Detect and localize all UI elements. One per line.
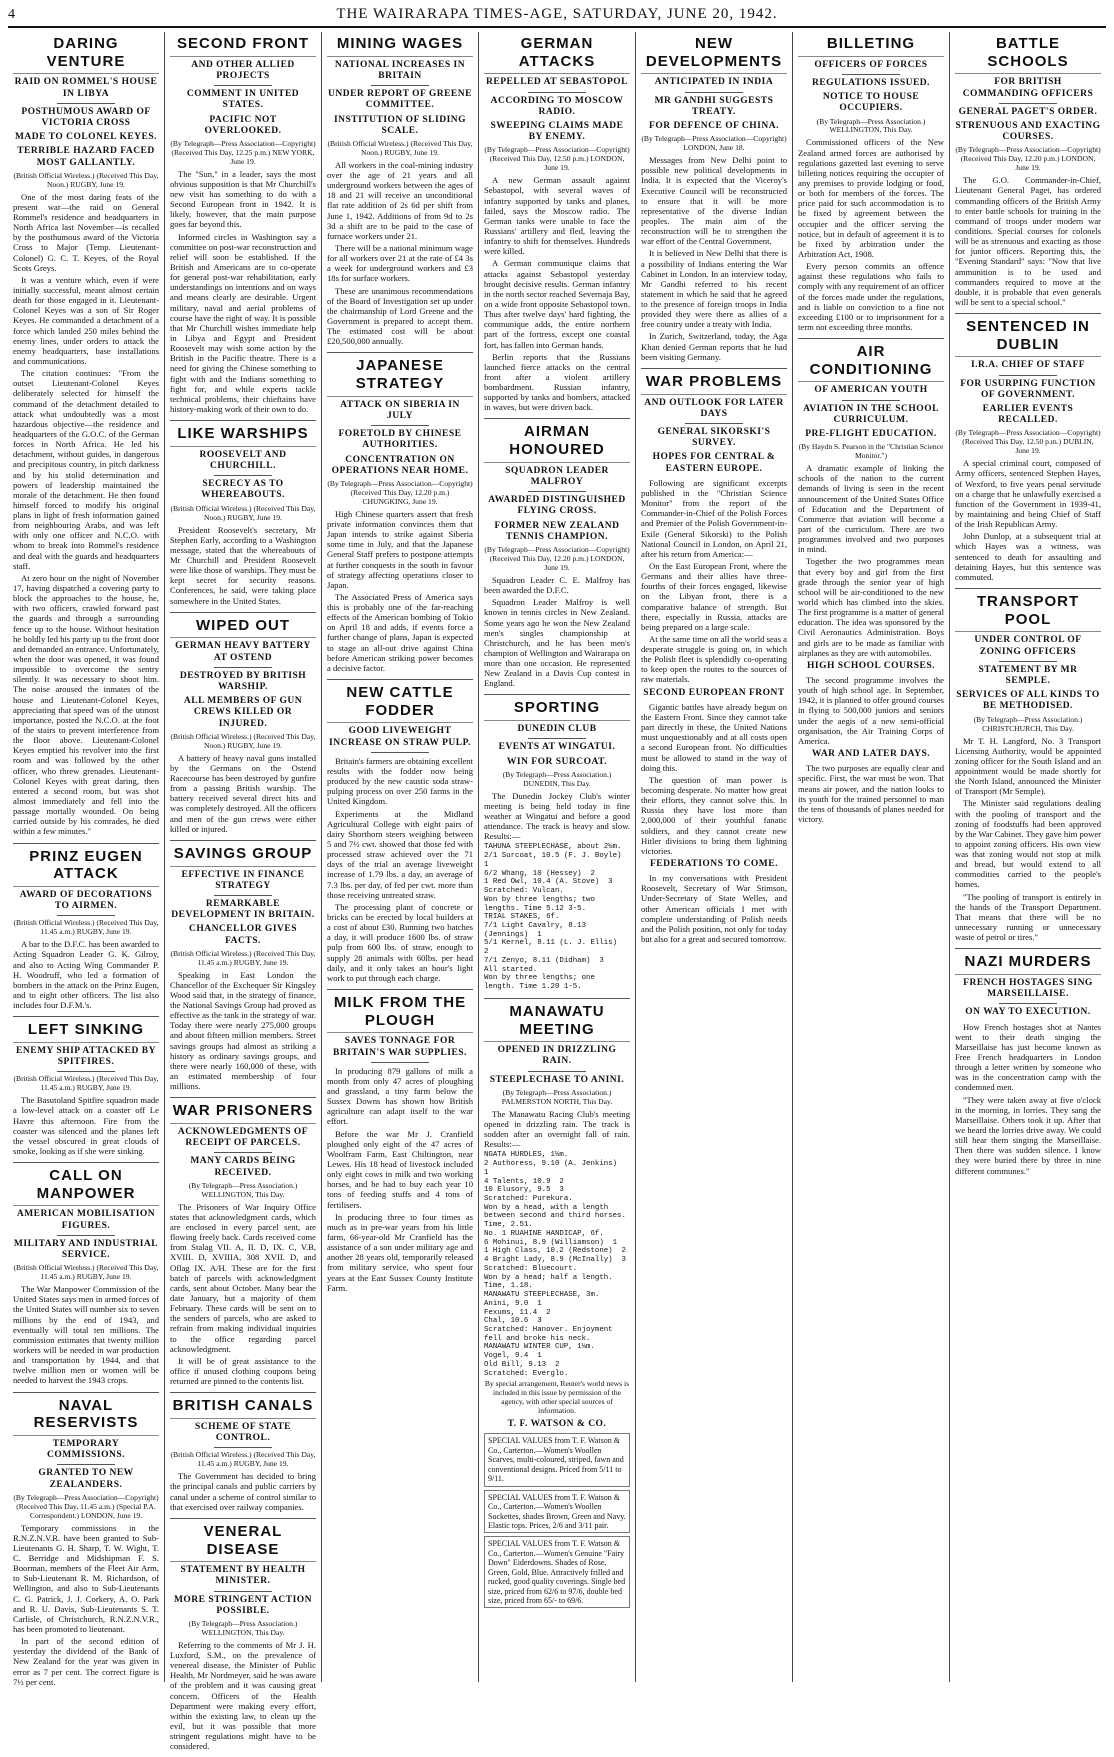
- article-headline: SPORTING: [484, 699, 630, 721]
- article-subheading: MR GANDHI SUGGESTS TREATY.: [654, 95, 774, 117]
- article-headline: GERMAN ATTACKS: [484, 35, 630, 74]
- article-paragraph: The second programme involves the youth of high school age. In September, 1942, it is planned to offer ground courses in flying to 500,000 juniors and seniors under the aegis of a new semi-official organisation, the Air Training Corps of America.: [798, 675, 944, 746]
- article: [327, 684, 473, 990]
- article-paragraph: Before the war Mr J. Cranfield ploughed only eight of the 47 acres of Woolfram Farm, East Chiltington, near Lewes. His 18 head of livestock included only eight cows in milk and two working horses, and he had to buy each year 10 tons of feeding stuffs and 4 tons of fertilisers.: [327, 1128, 473, 1210]
- article-headline: WAR PRISONERS: [170, 1102, 316, 1124]
- article-paragraph: In producing three to four times as much as in pre-war years from his little farm, 66-year-old Mr Cranfield has the assistance of a son under military age and another 28 years old, temporarily released from military service, who spent four years at the East Sussex County Institute Farm.: [327, 1211, 473, 1293]
- dateline: (By Telegraph—Press Association—Copyright) (Received This Day, 12.25 p.m.) NEW YORK, June 19.: [170, 138, 316, 166]
- article-headline: LEFT SINKING: [13, 1021, 159, 1043]
- article-subheading: POSTHUMOUS AWARD OF VICTORIA CROSS: [21, 106, 151, 128]
- article: [170, 845, 316, 1099]
- article-paragraph: The Dunedin Jockey Club's winter meeting is being held today in fine weather at Wingatui and before a good attendance. The track is heavy and slow. Results:—: [484, 790, 630, 842]
- article: [955, 35, 1101, 314]
- article-headline: AIR CONDITIONING: [798, 343, 944, 382]
- article-subheading: DUNEDIN CLUB: [517, 724, 597, 735]
- article-headline: MANAWATU MEETING: [484, 1003, 630, 1042]
- article-headline: VENERAL DISEASE: [170, 1523, 316, 1562]
- article-subheading: SQUADRON LEADER MALFROY: [505, 465, 609, 488]
- columns: [8, 32, 1106, 1752]
- article-paragraph: The citation continues: "From the outset Lieutenant-Colonel Keyes deliberately selected for himself the command of the detachment detailed to attack what undoubtedly was a most hazardous objective—the residence and headquarters of the G.O.C. of the German forces in North Africa. He led his detachment, without guides, in dangerous and precipitous country, in pitch darkness and by his stolid determination and powers of leadership maintained the morale of the detachment. He then found himself forced to modify his original plans in light of fresh information gained from neighbouring Arabs, and was left with only one officer and N.C.O. with whom to break into Rommel's residence and deal with the guards and headquarters staff.: [13, 368, 159, 571]
- article: [170, 425, 316, 613]
- article-paragraph: In part of the second edition of yesterday the dividend of the Bank of New Zealand for the year was given in error as 7 per cent. The correct figure is 7½ per cent.: [13, 1636, 159, 1687]
- advertisement: SPECIAL VALUES from T. F. Watson & Co., Carterton.—Women's Woollen Scarves, multi-coloured, striped, fawn and conventional designs. Priced from 5/11 to 9/11.: [484, 1433, 630, 1486]
- article-subheading: FORMER NEW ZEALAND TENNIS CHAMPION.: [494, 520, 620, 542]
- article-paragraph: In my conversations with President Roosevelt, Secretary of War Stimson, Under-Secretary of State Welles, and other American officials I met with complete understanding of Polish needs and the Polish position, not only for today but also for a great and secured tomorrow.: [641, 873, 787, 944]
- column-6: [793, 32, 950, 1682]
- article-subheading: NOTICE TO HOUSE OCCUPIERS.: [822, 92, 920, 114]
- article-headline: MINING WAGES: [327, 35, 473, 57]
- article: [170, 1397, 316, 1519]
- article-paragraph: "They were taken away at five o'clock in the morning, in lorries. They sang the Marseillaise. Others took it up. After that we heard the lorries drive away. We could still hear them singing the Marseillaise. Then there was sudden silence. I know they were buried there by three in nine different communes.": [955, 1094, 1101, 1176]
- article-paragraph: High Chinese quarters assert that fresh private information convinces them that Japan intends to strike against Siberia some time in July, and that the Japanese General Staff prefers to postpone attempts at further conquests in the south in favour of strategy affecting operations closer to Japan.: [327, 508, 473, 590]
- advertiser-name: T. F. WATSON & CO.: [507, 1419, 607, 1430]
- article-headline: SAVINGS GROUP: [170, 845, 316, 867]
- article: [484, 1003, 630, 1616]
- article-subheading: SWEEPING CLAIMS MADE BY ENEMY.: [490, 120, 624, 143]
- article-paragraph: A battery of heavy naval guns installed by the Germans on the Ostend Racecourse has been destroyed by gunfire from a passing British warship. The battery received several direct hits and was completely destroyed. All the officers and men of the gun crews were either killed or injured.: [170, 752, 316, 834]
- article-subheading: CHANCELLOR GIVES FACTS.: [188, 924, 298, 946]
- article-subheading: SERVICES OF ALL KINDS TO BE METHODISED.: [956, 690, 1100, 712]
- article: [170, 1523, 316, 1757]
- article-headline: WAR PROBLEMS: [641, 373, 787, 395]
- article: [798, 343, 944, 830]
- article-paragraph: The processing plant of concrete or bricks can be erected by local builders at a cost of about £30. Running two batches a day, it will produce 1600 lbs. of straw pulp from 600 lbs. of straw, enough to supply 28 animals with 60lbs. per head daily, and it only takes an hour's light work to put through each charge.: [327, 901, 473, 983]
- article-subheading: SCHEME OF STATE CONTROL.: [194, 1421, 291, 1444]
- article-headline: TRANSPORT POOL: [955, 593, 1101, 632]
- article-paragraph: On the East European Front, where the Germans and their allies have three-fourths of their forces engaged, likewise on the Libyan front, there is a comparative balance of strength. But there, especially in Russia, attacks are being prepared on a large scale.: [641, 560, 787, 632]
- article-paragraph: "The pooling of transport is entirely in the hands of the Transport Department. That means that there will be no unnecessary running or unnecessary waste of petrol or tires.": [955, 891, 1101, 943]
- article-subheading: INSTITUTION OF SLIDING SCALE.: [333, 114, 467, 136]
- article-subheading: GERMAN HEAVY BATTERY AT OSTEND: [175, 641, 311, 663]
- column-1: [8, 32, 165, 1687]
- article-subheading: ALL MEMBERS OF GUN CREWS KILLED OR INJURED.: [183, 696, 303, 729]
- article-headline: SECOND FRONT: [170, 35, 316, 57]
- article: [13, 1397, 159, 1693]
- article-subheading: STEEPLECHASE TO ANINI.: [489, 1074, 625, 1085]
- article-paragraph: At the same time on all the world seas a desperate struggle is going on, in which the Polish fleet is splendidly co-operating to keep open the routes to the sources of raw materials.: [641, 633, 787, 685]
- article-headline: MILK FROM THE PLOUGH: [327, 994, 473, 1033]
- article: [955, 953, 1101, 1181]
- article-subheading: AWARDED DISTINGUISHED FLYING CROSS.: [488, 495, 626, 517]
- article-subheading: SECRECY AS TO WHEREABOUTS.: [201, 479, 285, 501]
- article-subheading: AND OUTLOOK FOR LATER DAYS: [644, 397, 784, 419]
- article-subheading: EVENTS AT WINGATUI.: [498, 742, 616, 753]
- dateline: (British Official Wireless.) (Received This Day, 11.45 a.m.) RUGBY, June 19.: [13, 1263, 159, 1282]
- article-subheading: FORETOLD BY CHINESE AUTHORITIES.: [338, 429, 462, 451]
- dateline: (British Official Wireless.) (Received This Day, Noon.) RUGBY, June 19.: [170, 731, 316, 750]
- article-paragraph: Temporary commissions in the R.N.Z.N.V.R. have been granted to Sub-Lieutenants G. H. Sharp, T. W. Wight, T. C. Berridge and Midshipman F. S. Boorman, members of the Fleet Air Arm, to Sub-Lieutenant R. M. Richardson, of Wellington, and also to Sub-Lieutenants C. G. Patrick, J. J. Corkery, A. O. Park and R. U. Davis, Sub-Lieutenants S. T. Carlisle, of Christchurch, R.N.Z.N.V.R., has been promoted to lieutenant.: [13, 1522, 159, 1635]
- article-paragraph: Informed circles in Washington say a committee on post-war reconstruction and relief will soon be established. If the British and Americans are to co-operate for general post-war rehabilitation, early understandings on intentions and on ways and means clearly are desirable. Urgent military, naval and aerial problems of course have the right of way. It is possible that Mr Churchill wishes immediate help in Libya and Egypt and President Roosevelt may wish some action by the British in the Pacific theatre. There is a need for giving the Chinese something to fight with and the Indians something to fight for, and while experts tackle technical problems, their chieftains have history-making work of their own to do.: [170, 231, 316, 414]
- dateline: (By Telegraph—Press Association—Copyright) (Received This Day, 12.20 p.m.) LONDON, June 19.: [955, 145, 1101, 173]
- dateline: (British Official Wireless.) (Received This Day, 11.45 a.m.) RUGBY, June 19.: [13, 918, 159, 937]
- article-paragraph: The Government has decided to bring the principal canals and public carriers by canal under a scheme of control similar to that exercised over railway companies.: [170, 1471, 316, 1512]
- article-headline: NAVAL RESERVISTS: [13, 1397, 159, 1436]
- dateline: (By Telegraph—Press Association.) CHRISTCHURCH, This Day.: [973, 714, 1083, 733]
- article-subheading: FOR USURPING FUNCTION OF GOVERNMENT.: [960, 378, 1096, 400]
- advertisement: SPECIAL VALUES from T. F. Watson & Co., Carterton.—Women's Woollen Sockettes, shades Brown, Green and Navy. Elastic tops. Prices, 2/6 and 3/11 pair.: [484, 1490, 630, 1534]
- article-headline: BILLETING: [798, 35, 944, 57]
- article-subheading: REMARKABLE DEVELOPMENT IN BRITAIN.: [171, 898, 315, 921]
- race-results: NGATA HURDLES, 1½m. 2 Authoress, 9.10 (A. Jenkins) 1 4 Talents, 10.9 2 10 Elusory, 9.5 3 Scratched: Purekura. Won by a head, with a length between second and third horses. Time, 2.51. No. 1 RUAHINE HANDICAP, 6f. 6 Mohinui, 8.9 (Williamson) 1 1 High Class, 10.2 (Redstone) 2 4 Bright Lady, 8.9 (McInally) 3 Scratched: Bluecourt. Won by a head; half a length. Time, 1.18. MANAWATU STEEPLECHASE, 3m. Anini, 9.0 1 Fexums, 11.4 2 Chal, 10.6 3 Scratched: Hanover. Enjoyment fell and broke his neck. MANAWATU WINTER CUP, 1¼m. Vogel, 9.4 1 Old Bill, 9.13 2 Scratched: Everglo.: [484, 1151, 626, 1378]
- column-5: [636, 32, 793, 1682]
- article-headline: DARING VENTURE: [13, 35, 159, 74]
- article: [13, 1021, 159, 1163]
- article-subheading: MILITARY AND INDUSTRIAL SERVICE.: [13, 1238, 159, 1261]
- column-2: [165, 32, 322, 1752]
- article-paragraph: A bar to the D.F.C. has been awarded to Acting Squadron Leader G. K. Gilroy, and also to Acting Wing Commander P. H. Woodruff, who led a formation of bombers in the attack on the Prinz Eugen, and to eight other officers. The list also includes four D.F.M.'s.: [13, 939, 159, 1011]
- article: [327, 994, 473, 1299]
- article-subheading: CONCENTRATION ON OPERATIONS NEAR HOME.: [331, 454, 469, 476]
- article-subheading: PACIFIC NOT OVERLOOKED.: [204, 114, 282, 136]
- article-headline: BATTLE SCHOOLS: [955, 35, 1101, 74]
- article-paragraph: At zero hour on the night of November 17, having dispatched a covering party to block the approaches to the house, he, with two officers, crawled forward past the guards and through a surrounding fence up to the house. Without hesitation he boldly led his party up to the front door and demanded an entrance. Unfortunately, when the door was opened, it was found impossible to overcome the sentry silently. It was necessary to shoot him. The noise aroused the inmates of the house and Lieutenant-Colonel Keyes, appreciating that speed was of the utmost importance, posted the N.C.O. at the foot of the stairs to prevent interference from the floor above. Lieutenant-Colonel Keyes emptied his revolver into the first room and was followed by the other officer, who threw grenades. Lieutenant-Colonel Keyes with great daring, then entered a second room, but was shot almost immediately and fell into the passage mortally wounded. On being carried outside by his comrades, he died within a few minutes.": [13, 572, 159, 837]
- article: [13, 1167, 159, 1393]
- dateline: (By Telegraph—Press Association—Copyright) (Received This Day, 12.20 p.m.) LONDON, June 19.: [484, 545, 630, 572]
- article-paragraph: The Minister said regulations dealing with the pooling of transport and the zoning of foodstuffs had been approved by the War Cabinet. They gave him power to appoint zoning officers. His own view was that zoning would not stop at milk and bread, but would extend to all commodities carried to the people's homes.: [955, 798, 1101, 890]
- article-paragraph: A German communique claims that attacks against Sebastopol yesterday brought decisive results. German infantry in the north sector reached Severnaja Bay, on a wide front opposite Sebastopol town. Thus after twelve days' hard fighting, the communique adds, the entire northern part of the fortress, except one coastal fort, has fallen into German hands.: [484, 258, 630, 350]
- article-subheading: ROOSEVELT AND CHURCHILL.: [199, 449, 287, 472]
- article-subheading: EFFECTIVE IN FINANCE STRATEGY: [181, 869, 305, 891]
- article: [170, 35, 316, 421]
- article-headline: NAZI MURDERS: [955, 953, 1101, 975]
- article-subheading: MANY CARDS BEING RECEIVED.: [190, 1156, 296, 1178]
- article-subheading: RAID ON ROMMEL'S HOUSE IN LIBYA: [14, 77, 158, 99]
- article-paragraph: Speaking in East London the Chancellor of the Exchequer Sir Kingsley Wood said that, in the strategy of finance, the National Savings Group had proved as effective as the tank in the strategy of war. Today there were nearly 275,000 groups and about fifteen million members. Street savings groups had almost as striking a history as ordinary savings groups, and there were nearly 160,000 of these, with an estimated membership of four millions.: [170, 969, 316, 1092]
- article-paragraph: The "Sun," in a leader, says the most obvious supposition is that Mr Churchill's new visit has something to do with a Second European front in 1942. It is likely, however, that the main purpose goes far beyond this.: [170, 168, 316, 230]
- page-number: 4: [8, 7, 16, 22]
- section-subheading: WAR AND LATER DAYS.: [811, 749, 931, 760]
- article-subheading: PRE-FLIGHT EDUCATION.: [805, 429, 937, 440]
- article-subheading: SAVES TONNAGE FOR BRITAIN'S WAR SUPPLIES.: [333, 1036, 467, 1058]
- dateline: (British Official Wireless.) (Received This Day, Noon.) RUGBY, June 19.: [327, 138, 473, 157]
- article-headline: NEW DEVELOPMENTS: [641, 35, 787, 74]
- article-subheading: REGULATIONS ISSUED.: [811, 77, 931, 88]
- article-subheading: MADE TO COLONEL KEYES.: [14, 132, 158, 143]
- dateline: (British Official Wireless.) (Received This Day, Noon.) RUGBY, June 19.: [13, 170, 159, 189]
- article-paragraph: It will be of great assistance to the office if unused clothing coupons being returned are pinned to the contents list.: [170, 1355, 316, 1387]
- article-paragraph: In Zurich, Switzerland, today, the Aga Khan denied German reports that he had been visiting Germany.: [641, 331, 787, 362]
- article-subheading: ON WAY TO EXECUTION.: [965, 1007, 1091, 1018]
- article: [13, 35, 159, 844]
- article-paragraph: President Roosevelt's secretary, Mr Stephen Early, according to a Washington message, stated that the whereabouts of Mr Churchill and President Roosevelt were like those of warships. They must be kept secret for security reasons. Conferences, he said, were taking place somewhere in the United States.: [170, 524, 316, 606]
- article-paragraph: Following are significant excerpts published in the "Christian Science Monitor" from the report of the Commander-in-Chief of the Polish Forces and Premier of the Polish Government-in-Exile (General Sikorski) to the Polish National Council in London, on April 21, after his return from America:—: [641, 477, 787, 559]
- race-results: TAHUNA STEEPLECHASE, about 2½m. 2/1 Surcoat, 10.5 (F. J. Boyle) 1 6/2 Whang, 10 (Hessey) 2 1 Red Owl, 10.4 (A. Stove) 3 Scratched: Vulcan. Won by three lengths; two lengths. Time 5.12 3-5. TRIAL STAKES, 6f. 7/1 Light Cavalry, 8.13 (Jennings) 1 5/1 Kernel, 8.11 (L. J. Ellis) 2 7/1 Zenyo, 8.11 (Didham) 3 All started. Won by three lengths; one length. Time 1.20 1-5.: [484, 843, 622, 992]
- dateline: (By Telegraph—Press Association—Copyright) LONDON, June 18.: [641, 134, 787, 153]
- article-headline: SENTENCED IN DUBLIN: [955, 318, 1101, 357]
- article-subheading: TERRIBLE HAZARD FACED MOST GALLANTLY.: [17, 146, 155, 168]
- article-subheading: OFFICERS OF FORCES: [814, 59, 928, 70]
- section-subheading: HIGH SCHOOL COURSES.: [807, 660, 935, 671]
- article: [327, 357, 473, 680]
- dateline: (By Telegraph—Press Association—Copyright) (Received This Day, 12.50 p.m.) DUBLIN, June 19.: [955, 428, 1101, 456]
- article-paragraph: The question of man power is becoming desperate. No matter how great their efforts, they cannot solve this. In Russia they have lost more than 2,000,000 of their youthful fanatic soldiers, and they cannot create new Hitler divisions to bring them lightning victories.: [641, 774, 787, 856]
- article-paragraph: The Associated Press of America says this is probably one of the far-reaching effects of the American bombing of Tokio on April 18 and adds, if events force a further change of plans, Japan is expected to stage an all-out drive against China before American striking power becomes a decisive factor.: [327, 591, 473, 673]
- article-paragraph: Mr T. H. Langford, No. 3 Transport Licensing Authority, would be appointed zoning officer for the South Island and an appointment would be made shortly for the North Island, announced the Minister of Transport (Mr Semple).: [955, 735, 1101, 797]
- article-subheading: OPENED IN DRIZZLING RAIN.: [497, 1045, 617, 1067]
- dateline: (By Telegraph—Press Association.) DUNEDIN, This Day.: [502, 769, 612, 788]
- article-headline: CALL ON MANPOWER: [13, 1167, 159, 1206]
- article-subheading: DESTROYED BY BRITISH WARSHIP.: [179, 670, 307, 692]
- article-paragraph: The two purposes are equally clear and specific. First, the war must be won. That means air power, and the nation looks to its youth for the trained personnel to man the tens of thousands of planes needed for victory.: [798, 763, 944, 824]
- article-subheading: GENERAL PAGET'S ORDER.: [958, 106, 1098, 117]
- article: [170, 1102, 316, 1393]
- article-subheading: GRANTED TO NEW ZEALANDERS.: [38, 1468, 134, 1490]
- masthead-title: THE WAIRARAPA TIMES-AGE, SATURDAY, JUNE 20, 1942.: [336, 6, 778, 22]
- article: [484, 699, 630, 998]
- article-paragraph: The Manawatu Racing Club's meeting opened in drizzling rain. The track is sodden after an overnight fall of rain. Results:—: [484, 1108, 630, 1150]
- dateline: (By Telegraph—Press Association—Copyright) (Received This Day, 12.50 p.m.) LONDON, June 19.: [484, 145, 630, 173]
- dateline: (By Telegraph—Press Association.) PALMERSTON NORTH, This Day.: [501, 1087, 613, 1106]
- dateline: (British Official Wireless.) (Received This Day, Noon.) RUGBY, June 19.: [170, 503, 316, 522]
- article-paragraph: Referring to the comments of Mr J. H. Luxford, S.M., on the prevalence of venereal disease, the Minister of Public Health, Mr Nordmeyer, said he was aware of the problem and it was causing great concern. Officers of the Health Department were making every effort, within the existing law, to clean up the evil, but it was possible that more stringent regulations might have to be considered.: [170, 1639, 316, 1752]
- article-paragraph: Messages from New Delhi point to possible new political developments in India. It is expected that the Viceroy's Executive Council will be reconstructed to ensure that it will be more representative of the diverse Indian peoples. The main aim of the reconstruction will be to strengthen the war effort of the Central Government.: [641, 155, 787, 247]
- article: [641, 35, 787, 369]
- article-paragraph: The G.O. Commander-in-Chief, Lieutenant General Paget, has ordered commanding officers of the British Army to enter battle schools for training in the command of troops under modern war conditions. Special courses for colonels will be as strenuous and exacting as those for junior officers. Reporting this, the "Evening Standard" says: "Now that live ammunition is to be used and commanders required to move at the double, it is probable that even generals will be sent to a special school.": [955, 175, 1101, 307]
- article: [13, 848, 159, 1018]
- article-subheading: AMERICAN MOBILISATION FIGURES.: [16, 1209, 156, 1231]
- dateline: (By Telegraph—Press Association—Copyright) (Received This Day, 12.20 p.m.) CHUNGKING, June 19.: [327, 478, 473, 506]
- article-paragraph: Gigantic battles have already begun on the Eastern Front. Since they cannot take part directly in these, the United Nations must unquestionably and at all costs open a second European front. No difficulties must be allowed to stand in the way of doing this.: [641, 701, 787, 773]
- article-headline: PRINZ EUGEN ATTACK: [13, 848, 159, 887]
- article-paragraph: The Basutoland Spitfire squadron made a low-level attack on a coaster off Le Havre this afternoon. Fire from the coaster was silenced and the planes left the vessel obscured in great clouds of smoke, looking as if she were sinking.: [13, 1095, 159, 1156]
- article-paragraph: Britain's farmers are obtaining excellent results with the fodder now being produced by the new caustic soda straw-pulping process on over 250 farms in the United Kingdom.: [327, 755, 473, 807]
- article-subheading: FRENCH HOSTAGES SING MARSEILLAISE.: [963, 978, 1093, 1000]
- article-headline: AIRMAN HONOURED: [484, 423, 630, 462]
- dateline: (By Telegraph—Press Association.) WELLINGTON, This Day.: [188, 1180, 298, 1199]
- article-paragraph: The War Manpower Commission of the United States says men in armed forces of the United States will number six to seven millions by the end of 1943, and eventually will total ten millions. The commission estimates that twenty million workers will be needed in war production and transportation by 1944, and that twelve million men or women will be needed to harvest the 1943 crops.: [13, 1284, 159, 1386]
- article-paragraph: Squadron Leader C. E. Malfroy has been awarded the D.F.C.: [484, 574, 630, 596]
- article-paragraph: How French hostages shot at Nantes went to their death singing the Marseillaise has just become known as Free French headquarters in London through a letter written by someone who was in the concentration camp with the condemned men.: [955, 1021, 1101, 1093]
- article: [170, 617, 316, 841]
- article-subheading: AND OTHER ALLIED PROJECTS: [191, 59, 295, 81]
- article-subheading: ACKNOWLEDGMENTS OF RECEIPT OF PARCELS.: [177, 1127, 309, 1149]
- article-subheading: GOOD LIVEWEIGHT INCREASE ON STRAW PULP.: [329, 726, 471, 748]
- article: [484, 423, 630, 695]
- article-headline: LIKE WARSHIPS: [170, 425, 316, 447]
- article-subheading: OF AMERICAN YOUTH: [814, 385, 928, 396]
- article-subheading: ATTACK ON SIBERIA IN JULY: [340, 399, 460, 421]
- article-subheading: GENERAL SIKORSKI'S SURVEY.: [657, 427, 771, 449]
- article: [327, 35, 473, 353]
- article: [641, 373, 787, 950]
- section-subheading: SECOND EUROPEAN FRONT: [643, 687, 785, 698]
- article: [955, 318, 1101, 589]
- article-subheading: STRENUOUS AND EXACTING COURSES.: [955, 120, 1101, 143]
- article-headline: WIPED OUT: [170, 617, 316, 639]
- dateline: (By Telegraph—Press Association.) WELLINGTON, This Day.: [188, 1619, 298, 1637]
- article-subheading: ENEMY SHIP ATTACKED BY SPITFIRES.: [16, 1045, 156, 1068]
- article-subheading: WIN FOR SURCOAT.: [506, 756, 608, 767]
- article-paragraph: All workers in the coal-mining industry over the age of 21 years and all underground workers between the ages of 18 and 21 will receive an unconditional flat rate addition of 2s 6d per shift from June 1, 1942. Additions of from 9d to 2s 3d a shift are to be paid to the case of furnace workers under 21.: [327, 159, 473, 241]
- column-4: [479, 32, 636, 1682]
- article-subheading: MORE STRINGENT ACTION POSSIBLE.: [173, 1594, 313, 1616]
- article-paragraph: A special criminal court, composed of Army officers, sentenced Stephen Hayes, of Wexford, to five years penal servitude on a charge that he unlawfully exercised a function of the Government in 1939-41, by maintaining and being Chief of Staff of the Irish Republican Army.: [955, 458, 1101, 530]
- article-headline: BRITISH CANALS: [170, 1397, 316, 1419]
- column-3: [322, 32, 479, 1682]
- article-subheading: NATIONAL INCREASES IN BRITAIN: [334, 59, 466, 81]
- column-7: [950, 32, 1106, 1682]
- dateline: (British Official Wireless.) (Received This Day, 11.45 a.m.) RUGBY, June 19.: [170, 1450, 316, 1469]
- article: [798, 35, 944, 339]
- article-subheading: I.R.A. CHIEF OF STAFF: [970, 360, 1086, 371]
- article-paragraph: In producing 879 gallons of milk a month from only 47 acres of ploughing and grassland, a tiny farm below the Sussex Downs has shown how British agriculture can adapt itself to the war effort.: [327, 1065, 473, 1127]
- dateline: (British Official Wireless.) (Received This Day, 11.45 a.m.) RUGBY, June 19.: [13, 1074, 159, 1093]
- dateline: (By Haydn S. Pearson in the "Christian Science Monitor."): [798, 442, 944, 461]
- article-subheading: UNDER REPORT OF GREENE COMMITTEE.: [328, 89, 472, 111]
- article-subheading: UNDER CONTROL OF ZONING OFFICERS: [974, 635, 1082, 657]
- article-subheading: STATEMENT BY MR SEMPLE.: [978, 664, 1078, 686]
- article-headline: NEW CATTLE FODDER: [327, 684, 473, 723]
- advertisement: SPECIAL VALUES from T. F. Watson & Co., Carterton.—Women's Genuine "Fairy Down" Eiderdowns. Shades of Rose, Green, Gold, Blue. Attractively frilled and rucked, good quality coverings. Single bed size, priced from 62/6 to 97/6, double bed size, priced from 65/- to 69/6.: [484, 1536, 630, 1608]
- article-subheading: FOR DEFENCE OF CHINA.: [649, 120, 779, 131]
- article-subheading: COMMENT IN UNITED STATES.: [186, 89, 300, 111]
- article-paragraph: Berlin reports that the Russians launched fierce attacks on the central front after a violent artillery bombardment. Russian infantry, supported by tanks and bombers, attacked in waves, but were driven back.: [484, 351, 630, 413]
- article: [484, 35, 630, 419]
- article-subheading: AWARD OF DECORATIONS TO AIRMEN.: [19, 889, 153, 912]
- article-paragraph: A new German assault against Sebastopol, with several waves of infantry supported by tanks and planes, failed, says the Moscow radio. The German tanks were unable to face the Russians' artillery and fled, leaving the infantry to shift for themselves. Hundreds were killed.: [484, 175, 630, 257]
- article-paragraph: It was a venture which, even if were initially successful, meant almost certain death for those engaged in it. Lieutenant-Colonel Keyes was a son of Sir Roger Keyes. He commanded a detachment of a force which landed 250 miles behind the enemy lines, under orders to attack the enemy headquarters, base installations and communications.: [13, 274, 159, 366]
- masthead: [8, 6, 1106, 28]
- article-headline: JAPANESE STRATEGY: [327, 357, 473, 396]
- article-subheading: AVIATION IN THE SCHOOL CURRICULUM.: [803, 403, 939, 425]
- article-paragraph: Every person commits an offence against these regulations who fails to comply with any requirement of an officer of the forces made under the regulations, and is liable on conviction to a fine not exceeding £100 or to imprisonment for a term not exceeding three months.: [798, 261, 944, 332]
- dateline: (British Official Wireless.) (Received This Day, 11.45 a.m.) RUGBY, June 19.: [170, 948, 316, 967]
- article-subheading: EARLIER EVENTS RECALLED.: [982, 404, 1074, 426]
- article-subheading: REPELLED AT SEBASTOPOL: [486, 77, 628, 88]
- article-paragraph: Squadron Leader Malfroy is well known in tennis circles in New Zealand. Some years ago he won the New Zealand men's singles championship at Christchurch, and he has been men's champion of Wellington and Wairarapa on more than one occasion. He represented New Zealand in a Davis Cup contest in England.: [484, 597, 630, 689]
- article-paragraph: It is believed in New Delhi that there is a possibility of Indians entering the War Cabinet in London. In an interview today, Mr Gandhi referred to his recent statement in which he said that he agreed to the presence of foreign troops in India provided they were there as allies of a free country under a treaty with India.: [641, 248, 787, 330]
- article-paragraph: John Dunlop, at a subsequent trial at which Hayes was a witness, was sentenced to death for assaulting and detaining Hayes, but this sentence was commuted.: [955, 531, 1101, 582]
- section-subheading: FEDERATIONS TO COME.: [650, 858, 778, 869]
- article-paragraph: Experiments at the Midland Agricultural College with eight pairs of dairy Shorthorn steers weighing between 5 and 7½ cwt. showed that those fed with processed straw achieved over the 71 days of the trial an average liveweight increase of 1.79 lbs. a day, an average of 7.3 lbs. per day, of fed per cwt. more than those receiving untreated straw.: [327, 808, 473, 900]
- article-paragraph: A dramatic example of linking the schools of the nation to the current demands of living is seen in the recent announcement of the United States Office of Education and the Department of Commerce that aviation will become a part of the curriculum. There are two programmes involved and two purposes in mind.: [798, 463, 944, 555]
- article: [955, 593, 1101, 949]
- article-subheading: STATEMENT BY HEALTH MINISTER.: [180, 1565, 306, 1587]
- article-subheading: FOR BRITISH COMMANDING OFFICERS: [962, 77, 1094, 99]
- article-subheading: ANTICIPATED IN INDIA: [654, 77, 774, 88]
- dateline: (By Telegraph—Press Association.) WELLINGTON, This Day.: [816, 116, 926, 135]
- dateline: (By Telegraph—Press Association—Copyright) (Received This Day, 11.45 a.m.) (Special P.A. Correspondent.) LONDON, June 19.: [13, 1492, 159, 1520]
- article-paragraph: Commissioned officers of the New Zealand armed forces are authorised by regulations gazetted last evening to serve billeting notices requiring the occupier of any premises to provide lodging or food, or both for members of the forces. The price paid for such accommodation is to be fixed by agreement between the occupier and the officer serving the notice, but in default of agreement it is to be fixed by arbitration under the Arbitration Act, 1908.: [798, 137, 944, 259]
- article-paragraph: There will be a national minimum wage for all workers over 21 at the rate of £4 3s a week for underground workers and £3 18s for surface workers.: [327, 242, 473, 284]
- article-paragraph: One of the most daring feats of the present war—the raid on General Rommel's residence and headquarters in North Africa last November—is recalled by the posthumous award of the Victoria Cross to Major (Temp. Lieutenant-Colonel) G. C. T. Keyes, of the Royal Scots Greys.: [13, 191, 159, 273]
- article-paragraph: These are unanimous recommendations of the Board of Investigation set up under the chairmanship of Lord Greene and the Government is prepared to accept them. The estimated cost will be about £20,500,000 annually.: [327, 285, 473, 347]
- news-notice: By special arrangement, Reuter's world news is included in this issue by permission of the agency, with other special sources of information.: [484, 1379, 630, 1416]
- article-subheading: ACCORDING TO MOSCOW RADIO.: [490, 95, 624, 117]
- article-subheading: HOPES FOR CENTRAL & EASTERN EUROPE.: [652, 452, 776, 474]
- article-paragraph: The Prisoners of War Inquiry Office states that acknowledgment cards, which are enclosed in every parcel sent, are flowing freely back. Cards received come from Stalag VII. A, II. D, IX. C, V.B, XVIII. D, XVIIIA, 308 XVII. D, and Oflag IX. A/H. These are for the first batch of parcels with acknowledgment cards, sent about October. Many bear the date January, but a majority of them February. These cards will be sent on to the senders of parcels, who are asked to refrain from making individual inquiries to the office regarding parcel acknowledgment.: [170, 1201, 316, 1354]
- article-subheading: TEMPORARY COMMISSIONS.: [46, 1438, 126, 1461]
- article-paragraph: Together the two programmes mean that every boy and girl from the first grade through the senior year of high school will be air-conditioned to the new world which has climbed into the skies. The first programme is a matter of general education. The idea was sponsored by the Civil Aeronautics Administration. Boys and girls are to be made as familiar with airplanes as they are with automobiles.: [798, 556, 944, 658]
